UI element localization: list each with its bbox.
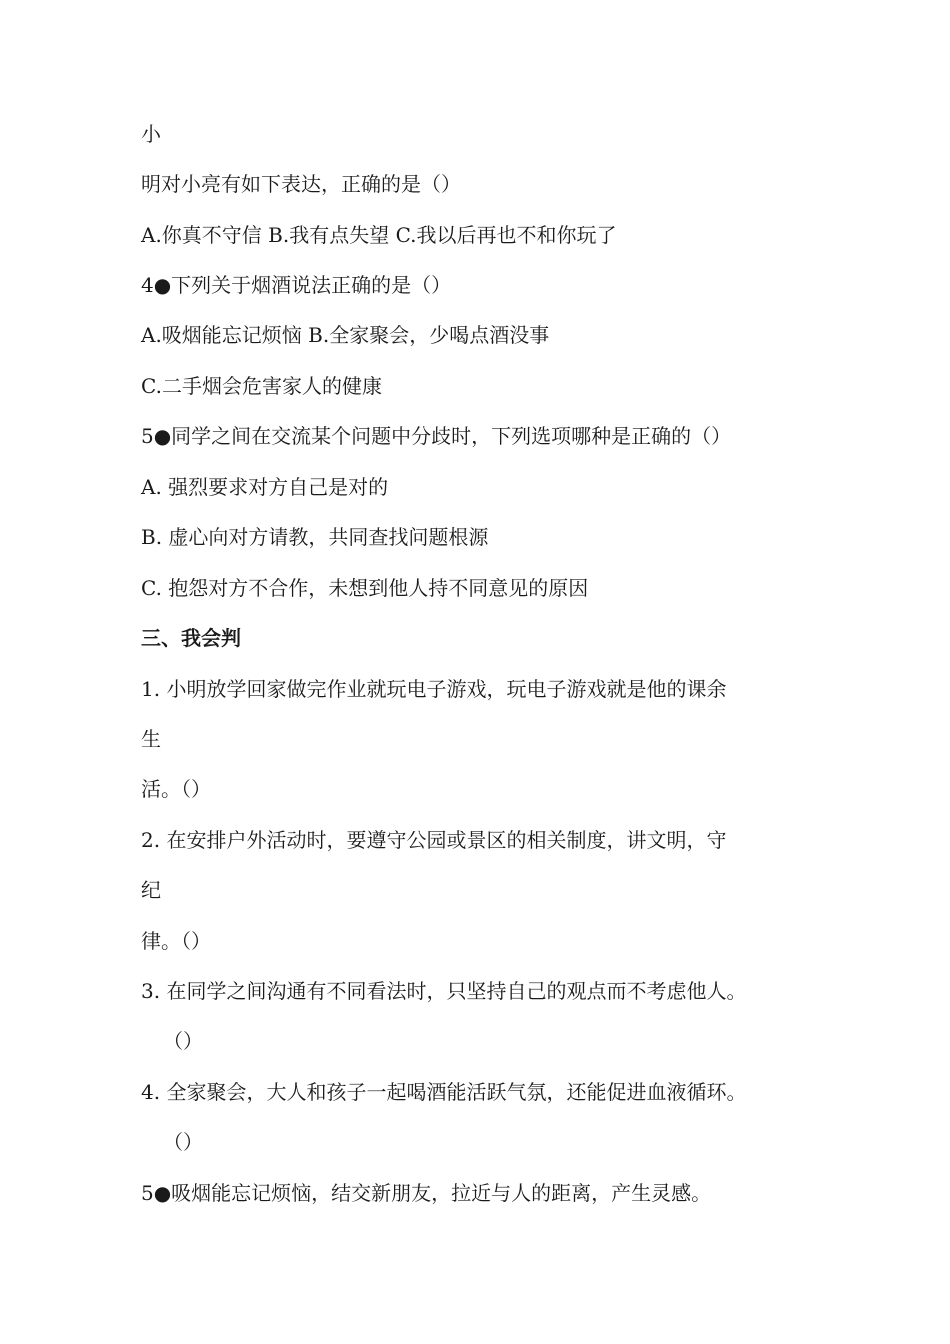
judge-item-2-end: 律。（）: [141, 929, 211, 953]
question-4-option-c: C.二手烟会危害家人的健康: [141, 374, 382, 398]
judge-item-3-end: （）: [163, 1029, 203, 1053]
judge-item-1: 1. 小明放学回家做完作业就玩电子游戏，玩电子游戏就是他的课余: [141, 677, 727, 701]
judge-item-1-cont: 生: [141, 727, 161, 751]
judge-item-4: 4. 全家聚会，大人和孩子一起喝酒能活跃气氛，还能促进血液循环。: [141, 1080, 747, 1104]
question-3-stem: 明对小亮有如下表达，正确的是（）: [141, 172, 461, 196]
question-5-option-c: C. 抱怨对方不合作，未想到他人持不同意见的原因: [141, 576, 589, 600]
judge-item-2: 2. 在安排户外活动时，要遵守公园或景区的相关制度，讲文明，守: [141, 828, 727, 852]
question-5-option-b: B. 虚心向对方请教，共同查找问题根源: [141, 525, 489, 549]
text-line: 小: [141, 122, 161, 146]
question-4-stem: 4●下列关于烟酒说法正确的是（）: [141, 273, 452, 297]
judge-item-2-cont: 纪: [141, 878, 161, 902]
question-3-options: A.你真不守信 B.我有点失望 C.我以后再也不和你玩了: [141, 223, 617, 247]
judge-item-5: 5●吸烟能忘记烦恼，结交新朋友，拉近与人的距离，产生灵感。: [141, 1181, 712, 1205]
question-4-options: A.吸烟能忘记烦恼 B.全家聚会，少喝点酒没事: [141, 323, 550, 347]
question-5-stem: 5●同学之间在交流某个问题中分歧时，下列选项哪种是正确的（）: [141, 424, 732, 448]
judge-item-1-end: 活。（）: [141, 777, 211, 801]
judge-item-3: 3. 在同学之间沟通有不同看法时，只坚持自己的观点而不考虑他人。: [141, 979, 747, 1003]
section-heading: 三、我会判: [141, 626, 241, 650]
judge-item-4-end: （）: [163, 1130, 203, 1154]
question-5-option-a: A. 强烈要求对方自己是对的: [141, 475, 389, 499]
